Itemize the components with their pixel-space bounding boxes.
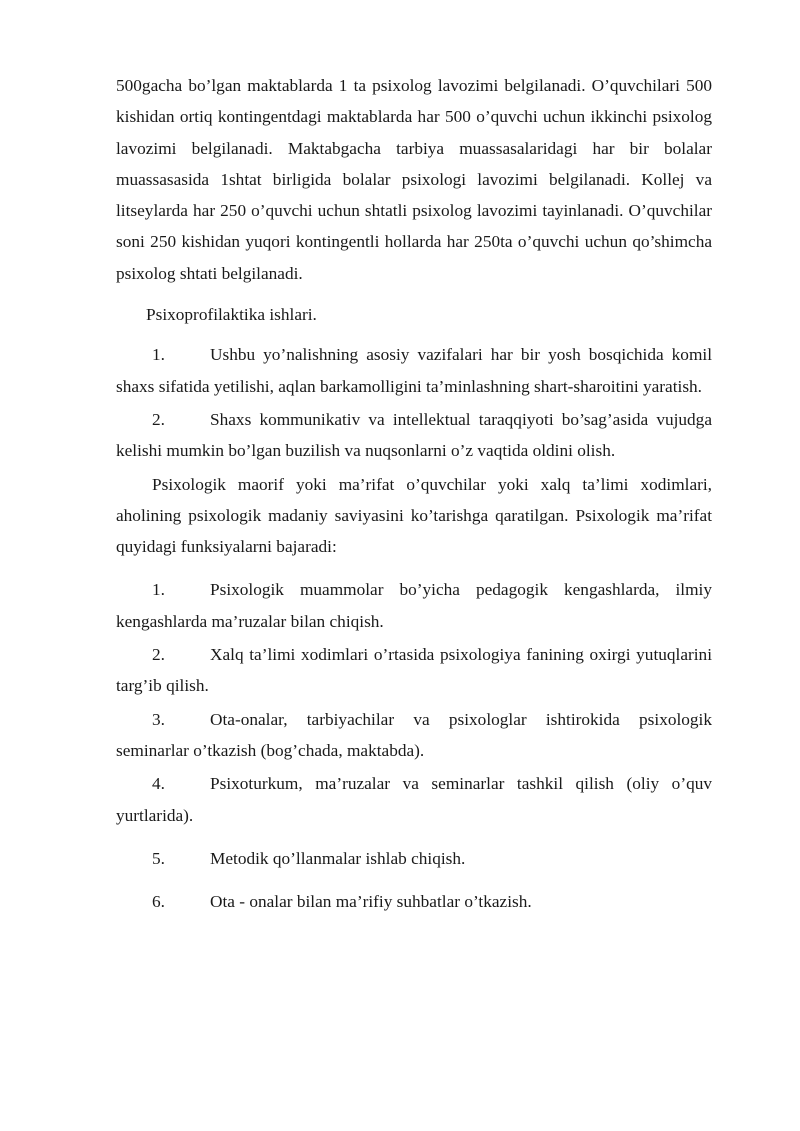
document-body: [116, 70, 712, 917]
list-item-text: Ota - onalar bilan ma’rifiy suhbatlar o’tkazish.: [210, 892, 532, 912]
list-item: [116, 704, 712, 767]
list-item: [116, 886, 712, 917]
list-item-number: 6.: [152, 892, 165, 912]
list-item: [116, 339, 712, 402]
list-item: [116, 768, 712, 831]
list-item-text: Psixologik muammolar bo’yicha pedagogik kengashlarda, ilmiy kengashlarda ma’ruzalar bilan chiqish.: [116, 580, 712, 631]
list-item-number: 3.: [152, 709, 165, 729]
list-item: [116, 843, 712, 874]
list-item: [116, 404, 712, 467]
list-item-number: 5.: [152, 848, 165, 868]
list-item-text: Metodik qo’llanmalar ishlab chiqish.: [210, 848, 466, 868]
intro-paragraph: 500gacha bo’lgan maktablarda 1 ta psixolog lavozimi belgilanadi. O’quvchilari 500 kishidan ortiq kontingentdagi maktablarda har 500 o’quvchi uchun ikkinchi psixolog lavozimi belgilanadi. Maktabgacha tarbiya muassasalaridagi har bir bolalar muassasasida 1shtat birligida bolalar psixologi lavozimi belgilanadi. Kollej va litseylarda har 250 o’quvchi uchun shtatli psixolog lavozimi tayinlanadi. O’quvchilar soni 250 kishidan yuqori kontingentli hollarda har 250ta o’quvchi uchun qo’shimcha psixolog shtati belgilanadi.: [116, 76, 712, 283]
list-item: [116, 574, 712, 637]
list-item-text: Ushbu yo’nalishning asosiy vazifalari har bir yosh bosqichida komil shaxs sifatida yetilishi, aqlan barkamolligini ta’minlashning shart-sharoitini yaratish.: [116, 345, 712, 396]
list-item-number: 1.: [152, 345, 165, 365]
list-item-text: Shaxs kommunikativ va intellektual taraqqiyoti bo’sag’asida vujudga kelishi mumkin bo’lgan buzilish va nuqsonlarni o’z vaqtida oldini olish.: [116, 409, 712, 461]
list-item-text: Ota-onalar, tarbiyachilar va psixologlar ishtirokida psixologik seminarlar o’tkazish (bog’chada, maktabda).: [116, 709, 712, 760]
body-paragraph: Psixologik maorif yoki ma’rifat o’quvchilar yoki xalq ta’limi xodimlari, aholining psixologik madaniy saviyasini ko’tarishga qaratilgan. Psixologik ma’rifat quyidagi funksiyalarni bajaradi:: [116, 474, 712, 557]
list-item-number: 1.: [152, 580, 165, 600]
list-item-number: 4.: [152, 774, 165, 794]
list-item-number: 2.: [152, 645, 165, 665]
section-heading: Psixoprofilaktika ishlari.: [146, 305, 317, 325]
list-item-text: Psixoturkum, ma’ruzalar va seminarlar tashkil qilish (oliy o’quv yurtlarida).: [116, 774, 712, 825]
list-item-text: Xalq ta’limi xodimlari o’rtasida psixologiya fanining oxirgi yutuqlarini targ’ib qilish.: [116, 645, 712, 696]
list-item: [116, 639, 712, 702]
list-item-number: 2.: [152, 409, 165, 429]
